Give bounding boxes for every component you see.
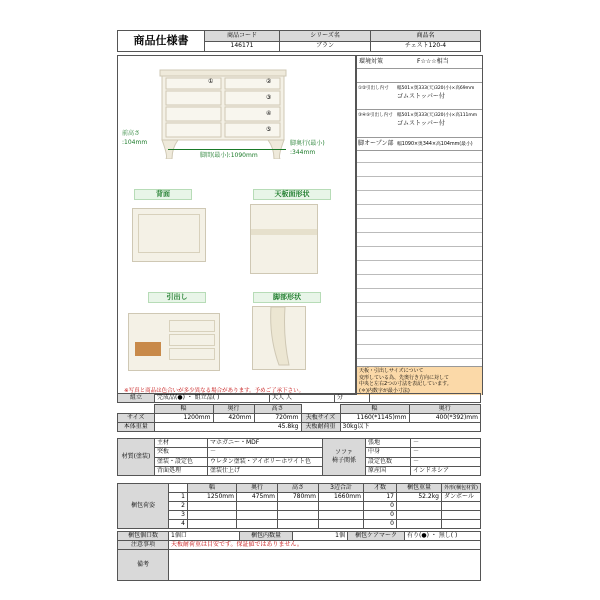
top-depth: 400(*392)mm xyxy=(409,414,481,423)
size-note-line-1: 天板・引出しサイズについて xyxy=(359,368,424,374)
packing-row-sai: 0 xyxy=(364,502,397,511)
assembly-table xyxy=(117,393,481,403)
spec2-note: ゴムストッパー付 xyxy=(397,120,445,127)
packing-row-num: 4 xyxy=(169,520,188,529)
packing-row-depth: 475mm xyxy=(237,493,278,502)
header-table xyxy=(117,30,481,52)
name-value: チェスト120-4 xyxy=(371,41,481,52)
sofa-val-3: インドネシア xyxy=(411,466,481,475)
packing-count-label: 梱包個口数 xyxy=(118,532,169,541)
spec2-row xyxy=(357,109,482,127)
packing-row-sai: 17 xyxy=(364,493,397,502)
sofa-key-3: 原産国 xyxy=(366,466,411,475)
assembly-label: 組立 xyxy=(118,394,155,403)
sofa-key-1: 中身 xyxy=(366,448,411,457)
size-note-line-2: 変形している為、先奥行き方向に対して xyxy=(359,374,450,381)
remarks-value xyxy=(169,550,481,581)
size-depth: 420mm xyxy=(213,414,254,423)
load-label: 天板耐荷重 xyxy=(301,423,340,432)
material-key-1: 突板 xyxy=(155,448,208,457)
sofa-key-0: 張地 xyxy=(366,439,411,448)
packing-row-num: 2 xyxy=(169,502,188,511)
packing-row-num: 3 xyxy=(169,511,188,520)
image-area xyxy=(117,55,356,395)
depth-value: :344mm xyxy=(290,149,316,156)
top-size-label: 天板サイズ xyxy=(301,414,340,423)
packing-inner-value: 1個 xyxy=(293,532,348,541)
caution-label: 注意事項 xyxy=(118,541,169,550)
assembly-people: 大人 人 xyxy=(270,394,335,403)
size-table xyxy=(117,404,481,432)
table-row xyxy=(118,511,481,520)
sofa-key-2: 設定色数 xyxy=(366,457,411,466)
top-width: 1160(*1145)mm xyxy=(340,414,409,423)
top-shape-photo xyxy=(250,204,318,274)
packing-count-value: 1個口 xyxy=(169,532,240,541)
drawer-number-2: ② xyxy=(266,78,272,85)
material-key-3: 背面処理 xyxy=(155,466,208,475)
spec2-label: ③④⑤引出し内寸 xyxy=(358,113,393,118)
leg-photo xyxy=(252,306,306,370)
spec1-value: 幅501×奥333(天)320(小)×高69mm xyxy=(397,86,475,91)
size-width: 1200mm xyxy=(154,414,213,423)
code-label: 商品コード xyxy=(205,31,280,42)
packing-count-table xyxy=(117,531,481,581)
packing-row-weight: 52.2kg xyxy=(397,493,442,502)
spec1-label: ①②引出し内寸 xyxy=(358,86,389,91)
drawer-number-5: ⑤ xyxy=(266,126,272,133)
packing-h-width: 幅 xyxy=(188,484,237,493)
empty-grid xyxy=(357,149,482,366)
name-label: 商品名 xyxy=(371,31,481,42)
top-h-depth: 奥行 xyxy=(409,405,481,414)
height-label: 前高さ xyxy=(122,130,141,137)
series-value: ブラン xyxy=(280,41,371,52)
packing-row-sum: 1660mm xyxy=(319,493,364,502)
drawer-caption: 引出し xyxy=(148,292,206,303)
depth-label: 脚奥行(最小) xyxy=(290,140,325,147)
sofa-val-1: － xyxy=(411,448,481,457)
packing-row-sai: 0 xyxy=(364,520,397,529)
back-photo xyxy=(132,208,206,262)
spec-panel xyxy=(356,55,483,395)
packing-inner-label: 梱包内数量 xyxy=(240,532,293,541)
size-note-line-4: (＊)内数字が最小寸法) xyxy=(359,387,410,394)
table-row xyxy=(118,493,481,502)
size-h-height: 高さ xyxy=(254,405,301,414)
weight-value: 45.8kg xyxy=(154,423,301,432)
height-value: :104mm xyxy=(122,139,148,146)
material-val-0: マホガニー・MDF xyxy=(208,439,323,448)
table-row xyxy=(118,502,481,511)
material-key-0: 主材 xyxy=(155,439,208,448)
packing-care-label: 梱包ケアマーク xyxy=(348,532,405,541)
sofa-section-label: ソファ 椅子関係 xyxy=(323,439,366,476)
packing-section-label: 梱包荷姿 xyxy=(118,484,169,529)
notice-text: ※写真と商品は色合いが多少異なる場合があります。予めご了承下さい。 xyxy=(124,388,305,394)
top-shape-caption: 天板面形状 xyxy=(253,189,331,200)
size-note-line-3: 中央と左右2つの寸法を表記しています。 xyxy=(359,381,452,387)
packing-row-width: 1250mm xyxy=(188,493,237,502)
packing-h-depth: 奥行 xyxy=(237,484,278,493)
sofa-val-0: － xyxy=(411,439,481,448)
packing-h-material: 外形(梱包材質) xyxy=(442,484,481,493)
material-key-2: 塗装・設定色 xyxy=(155,457,208,466)
drawer-number-3: ③ xyxy=(266,94,272,101)
packing-row-height: 780mm xyxy=(278,493,319,502)
code-value: 146171 xyxy=(205,41,280,52)
material-val-3: 塗装仕上げ xyxy=(208,466,323,475)
packing-row-material: ダンボール xyxy=(442,493,481,502)
width-dimension-line xyxy=(168,149,286,150)
material-table xyxy=(117,438,481,476)
back-caption: 背面 xyxy=(134,189,192,200)
assembly-minutes: 分 xyxy=(335,394,370,403)
load-value: 30kg以下 xyxy=(340,423,481,432)
spec1-row xyxy=(357,82,482,100)
packing-h-height: 高さ xyxy=(278,484,319,493)
material-val-1: － xyxy=(208,448,323,457)
packing-care-value: 有り(●) ・ 無し( ) xyxy=(405,532,481,541)
spec2-value: 幅501×奥333(天)320(小)×高111mm xyxy=(397,113,478,118)
assembly-value: 完成品(●) ・ 組立品( ) xyxy=(155,394,270,403)
open-label: 脚オープン部 xyxy=(358,140,394,147)
open-value: 幅1090×奥344×高104mm(最小) xyxy=(397,142,473,147)
assembly-blank xyxy=(370,394,481,403)
series-label: シリーズ名 xyxy=(280,31,371,42)
material-val-2: ウレタン塗装・アイボリーホワイト色 xyxy=(208,457,323,466)
packing-h-sum: 3辺合計 xyxy=(319,484,364,493)
env-value: F☆☆☆相当 xyxy=(417,58,449,65)
packing-h-weight: 梱包重量 xyxy=(397,484,442,493)
leg-caption: 脚部形状 xyxy=(253,292,321,303)
size-h-depth: 奥行 xyxy=(213,405,254,414)
packing-h-sai: 才数 xyxy=(364,484,397,493)
table-row xyxy=(118,520,481,529)
env-label: 環境対策 xyxy=(359,58,384,65)
weight-label: 本体重量 xyxy=(118,423,155,432)
drawer-number-4: ④ xyxy=(266,110,272,117)
drawer-photo xyxy=(128,313,220,371)
remarks-label: 備考 xyxy=(118,550,169,581)
size-note xyxy=(357,366,482,395)
drawer-number-1: ① xyxy=(208,78,214,85)
caution-value: 天板耐荷重は目安です。保証値ではありません。 xyxy=(169,541,481,550)
doc-title: 商品仕様書 xyxy=(118,31,205,52)
material-section-label: 材質(塗装) xyxy=(118,439,155,476)
spec1-note: ゴムストッパー付 xyxy=(397,93,445,100)
size-label: サイズ xyxy=(118,414,155,423)
sofa-val-2: － xyxy=(411,457,481,466)
packing-row-sai: 0 xyxy=(364,511,397,520)
size-h-width: 幅 xyxy=(154,405,213,414)
top-h-width: 幅 xyxy=(340,405,409,414)
width-label: 脚間(最小):1090mm xyxy=(200,152,258,159)
size-height: 720mm xyxy=(254,414,301,423)
packing-table xyxy=(117,483,481,529)
env-row xyxy=(357,56,482,69)
packing-row-num: 1 xyxy=(169,493,188,502)
